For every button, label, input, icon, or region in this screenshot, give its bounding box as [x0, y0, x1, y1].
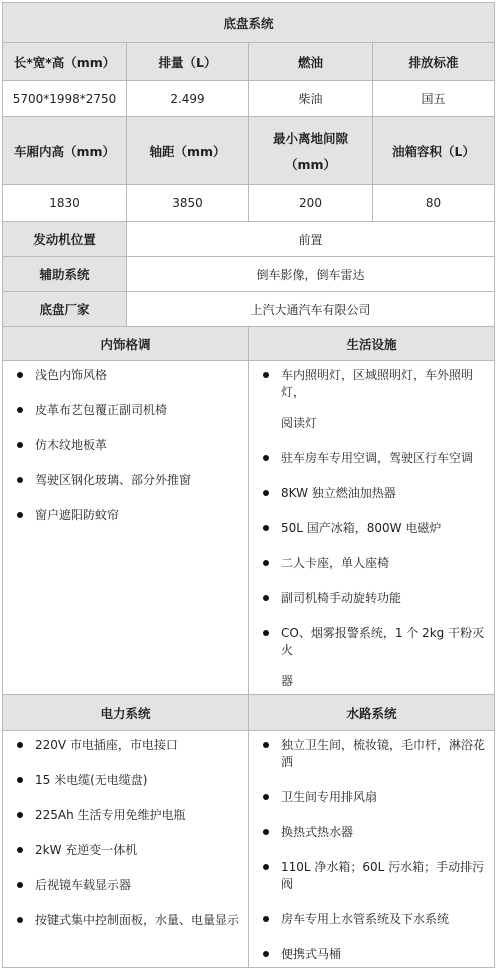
value-chassis-maker: 上汽大通汽车有限公司 — [127, 292, 495, 327]
value-ground-clearance: 200 — [249, 185, 373, 222]
list-item: 后视镜车载显示器 — [17, 877, 242, 894]
header-emission: 排放标准 — [373, 43, 495, 81]
list-item: 50L 国产冰箱，800W 电磁炉 — [263, 520, 488, 537]
bullet-icon — [17, 477, 23, 483]
header-cabin-height: 车厢内高（mm） — [3, 117, 127, 185]
spec-sheet — [2, 2, 494, 961]
value-dimensions: 5700*1998*2750 — [3, 81, 127, 117]
list-item: 皮革布艺包覆正副司机椅 — [17, 402, 242, 419]
bullet-icon — [17, 847, 23, 853]
header-fuel: 燃油 — [249, 43, 373, 81]
living-list-cell — [249, 361, 495, 695]
bullet-icon — [263, 864, 269, 870]
list-item: CO、烟雾报警系统，1 个 2kg 干粉灭火 — [263, 625, 488, 659]
label-aux-system: 辅助系统 — [3, 257, 127, 292]
label-chassis-maker: 底盘厂家 — [3, 292, 127, 327]
water-title: 水路系统 — [249, 695, 495, 731]
header-tank-capacity: 油箱容积（L） — [373, 117, 495, 185]
list-item: 110L 净水箱；60L 污水箱；手动排污阀 — [263, 859, 488, 893]
bullet-icon — [17, 882, 23, 888]
interior-list — [17, 367, 242, 524]
table-title: 底盘系统 — [3, 3, 495, 43]
bullet-icon — [263, 490, 269, 496]
power-title: 电力系统 — [3, 695, 249, 731]
list-item-continuation: 阅读灯 — [281, 416, 318, 430]
bullet-icon — [17, 407, 23, 413]
bullet-icon — [263, 595, 269, 601]
value-engine-position: 前置 — [127, 222, 495, 257]
header-ground-clearance — [249, 117, 373, 185]
bullet-icon — [17, 512, 23, 518]
list-item: 驻车房车专用空调，驾驶区行车空调 — [263, 450, 488, 467]
ground-clearance-label: 最小离地间隙 — [272, 130, 348, 146]
bullet-icon — [263, 951, 269, 957]
bullet-icon — [17, 917, 23, 923]
header-displacement: 排量（L） — [127, 43, 249, 81]
bullet-icon — [263, 525, 269, 531]
bullet-icon — [17, 812, 23, 818]
list-item: 换热式热水器 — [263, 824, 488, 841]
value-aux-system: 倒车影像，倒车雷达 — [127, 257, 495, 292]
label-engine-position: 发动机位置 — [3, 222, 127, 257]
power-list — [17, 737, 242, 929]
list-item: 独立卫生间，梳妆镜，毛巾杆，淋浴花洒 — [263, 737, 488, 771]
bullet-icon — [263, 372, 269, 378]
chassis-table — [2, 2, 495, 968]
bullet-icon — [263, 916, 269, 922]
list-item: 窗户遮阳防蚊帘 — [17, 507, 242, 524]
water-list — [263, 737, 488, 963]
list-item: 便携式马桶 — [263, 946, 488, 963]
value-displacement: 2.499 — [127, 81, 249, 117]
list-item: 220V 市电插座，市电接口 — [17, 737, 242, 754]
interior-list-cell — [3, 361, 249, 695]
list-item: 房车专用上水管系统及下水系统 — [263, 911, 488, 928]
list-item: 浅色内饰风格 — [17, 367, 242, 384]
value-tank-capacity: 80 — [373, 185, 495, 222]
list-item: 按键式集中控制面板，水量、电量显示 — [17, 912, 242, 929]
living-list — [263, 367, 488, 690]
list-item: 2kW 充逆变一体机 — [17, 842, 242, 859]
list-item: 车内照明灯，区域照明灯，车外照明灯， — [263, 367, 488, 401]
bullet-icon — [17, 442, 23, 448]
list-item: 副司机椅手动旋转功能 — [263, 590, 488, 607]
value-cabin-height: 1830 — [3, 185, 127, 222]
value-wheelbase: 3850 — [127, 185, 249, 222]
list-item: 卫生间专用排风扇 — [263, 789, 488, 806]
living-title: 生活设施 — [249, 327, 495, 361]
list-item-continuation: 器 — [281, 674, 294, 688]
list-item: 8KW 独立燃油加热器 — [263, 485, 488, 502]
bullet-icon — [263, 455, 269, 461]
ground-clearance-unit: （mm） — [284, 156, 337, 172]
bullet-icon — [263, 630, 269, 636]
value-fuel: 柴油 — [249, 81, 373, 117]
bullet-icon — [263, 560, 269, 566]
list-item: 仿木纹地板革 — [17, 437, 242, 454]
list-item: 驾驶区钢化玻璃、部分外推窗 — [17, 472, 242, 489]
header-wheelbase: 轴距（mm） — [127, 117, 249, 185]
bullet-icon — [17, 742, 23, 748]
bullet-icon — [263, 742, 269, 748]
list-item: 15 米电缆(无电缆盘) — [17, 772, 242, 789]
bullet-icon — [17, 777, 23, 783]
value-emission: 国五 — [373, 81, 495, 117]
water-list-cell — [249, 731, 495, 968]
list-item: 225Ah 生活专用免维护电瓶 — [17, 807, 242, 824]
interior-title: 内饰格调 — [3, 327, 249, 361]
list-item: 二人卡座，单人座椅 — [263, 555, 488, 572]
bullet-icon — [263, 794, 269, 800]
header-dimensions: 长*宽*高（mm） — [3, 43, 127, 81]
power-list-cell — [3, 731, 249, 968]
bullet-icon — [17, 372, 23, 378]
bullet-icon — [263, 829, 269, 835]
